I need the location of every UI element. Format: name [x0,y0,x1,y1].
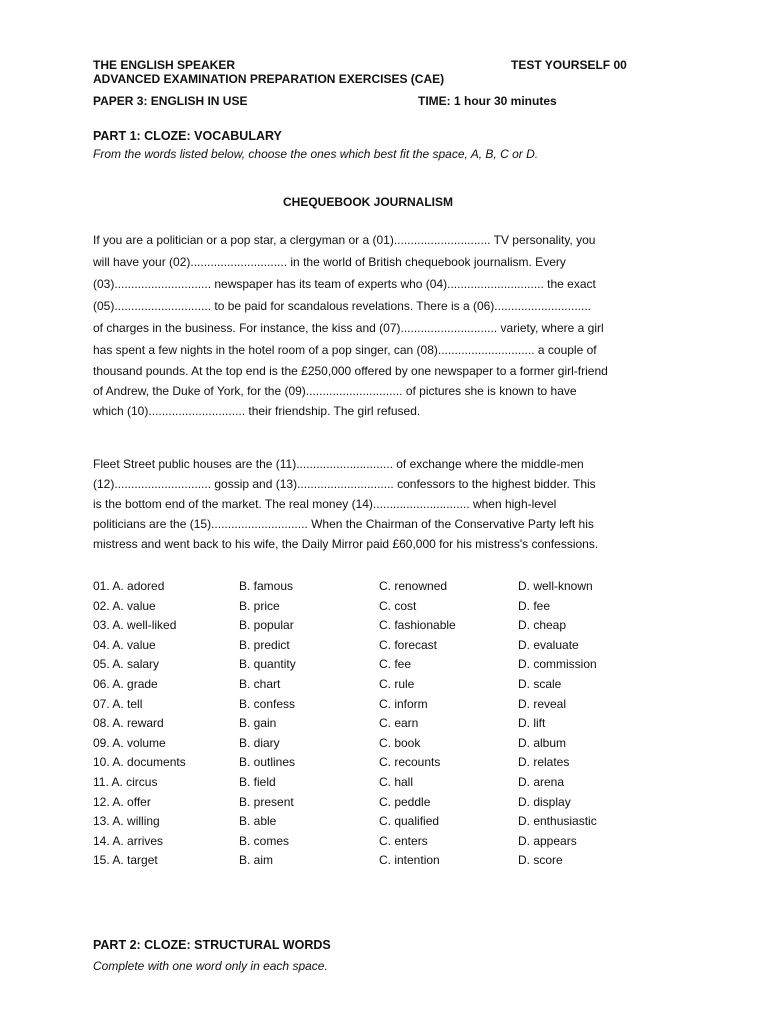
option-row [93,616,673,636]
option-c: C. recounts [379,755,441,770]
passage-line: of charges in the business. For instance, the kiss and (07)............................. variety, where a girl [93,321,604,335]
option-a: 01. A. adored [93,579,165,593]
option-d: D. appears [518,833,577,848]
test-label: TEST YOURSELF 00 [511,58,627,72]
part1-instruction: From the words listed below, choose the ones which best fit the space, A, B, C or D. [93,147,539,161]
option-a: 13. A. willing [93,814,160,829]
option-a: 12. A. offer [93,794,151,809]
option-c: C. earn [379,716,419,731]
passage-title: CHEQUEBOOK JOURNALISM [283,195,454,209]
option-b: B. confess [239,696,296,711]
option-a: 08. A. reward [93,716,164,731]
option-a: 11. A. circus [93,774,158,789]
option-b: B. gain [239,716,277,731]
option-c: C. fee [379,657,412,672]
option-row [93,851,673,871]
passage-line: (03)............................. newspaper has its team of experts who (04)............................. the exact [93,277,596,291]
option-c: C. inform [379,696,428,711]
option-row [93,597,673,617]
option-c: C. book [379,735,421,750]
passage-line: (12)............................. gossip and (13)............................. confessors to the highest bidder. This [93,477,596,491]
answer-options [93,577,673,871]
time-label: TIME: 1 hour 30 minutes [418,94,557,108]
option-d: D. fee [518,598,551,613]
option-b: B. outlines [239,755,296,770]
option-row [93,675,673,695]
option-b: B. famous [239,579,294,593]
option-a: 04. A. value [93,637,156,652]
option-d: D. display [518,794,571,809]
option-row [93,655,673,675]
option-d: D. album [518,735,567,750]
option-c: C. forecast [379,637,438,652]
option-a: 05. A. salary [93,657,160,672]
option-d: D. arena [518,774,565,789]
option-d: D. well-known [518,579,593,593]
passage-line: which (10)............................. their friendship. The girl refused. [93,404,421,418]
passage-line: is the bottom end of the market. The real money (14)............................. when high-level [93,497,557,511]
option-b: B. chart [239,676,281,691]
passage-line: mistress and went back to his wife, the Daily Mirror paid £60,000 for his mistress's confessions. [93,537,599,551]
option-b: B. present [239,794,294,809]
paper-label: PAPER 3: ENGLISH IN USE [93,94,248,108]
option-d: D. lift [518,716,546,731]
option-c: C. qualified [379,814,440,829]
option-a: 10. A. documents [93,755,186,770]
option-row [93,773,673,793]
publisher-title: THE ENGLISH SPEAKER [93,58,236,72]
option-d: D. relates [518,755,570,770]
passage-line: of Andrew, the Duke of York, for the (09)............................. of pictures she is known to have [93,384,577,398]
option-a: 06. A. grade [93,676,158,691]
option-d: D. enthusiastic [518,814,597,829]
option-b: B. comes [239,833,290,848]
option-c: C. renowned [379,579,448,593]
passage-line: If you are a politician or a pop star, a clergyman or a (01)............................. TV personality, you [93,233,596,247]
option-d: D. reveal [518,696,567,711]
option-c: C. peddle [379,794,431,809]
option-c: C. cost [379,598,417,613]
option-c: C. enters [379,833,428,848]
option-row [93,636,673,656]
option-c: C. rule [379,676,415,691]
option-row [93,793,673,813]
option-b: B. diary [239,735,280,750]
option-row [93,695,673,715]
passage-line: (05)............................. to be paid for scandalous revelations. There is a (06)............................. [93,299,591,313]
option-a: 02. A. value [93,598,156,613]
option-d: D. cheap [518,618,567,633]
option-d: D. evaluate [518,637,579,652]
option-b: B. predict [239,637,290,652]
passage-paragraph-2 [93,454,653,554]
option-b: B. quantity [239,657,296,672]
part2-title: PART 2: CLOZE: STRUCTURAL WORDS [93,938,331,952]
option-row [93,734,673,754]
passage-line: politicians are the (15)............................. When the Chairman of the Conservative Party left his [93,517,594,531]
passage-line: will have your (02)............................. in the world of British chequebook journalism. Every [93,255,566,269]
option-b: B. price [239,598,280,613]
option-row [93,714,673,734]
part2-instruction: Complete with one word only in each space. [93,959,328,973]
option-row [93,577,673,597]
option-row [93,832,673,852]
passage-line: thousand pounds. At the top end is the £250,000 offered by one newspaper to a former girl-friend [93,364,608,378]
option-a: 09. A. volume [93,735,166,750]
option-c: C. hall [379,774,414,789]
part1-title: PART 1: CLOZE: VOCABULARY [93,129,282,143]
option-a: 07. A. tell [93,696,143,711]
passage-line: Fleet Street public houses are the (11)............................. of exchange where the middle-men [93,457,584,471]
option-a: 14. A. arrives [93,833,164,848]
option-a: 03. A. well-liked [93,618,177,633]
option-c: C. intention [379,853,440,868]
option-row [93,753,673,773]
option-c: C. fashionable [379,618,456,633]
option-a: 15. A. target [93,853,158,868]
option-b: B. aim [239,853,274,868]
option-d: D. scale [518,676,562,691]
exam-subtitle: ADVANCED EXAMINATION PREPARATION EXERCISES (CAE) [93,72,445,86]
option-d: D. score [518,853,563,868]
option-b: B. able [239,814,277,829]
option-d: D. commission [518,657,597,672]
option-row [93,812,673,832]
passage-paragraph-1 [93,229,653,421]
passage-line: has spent a few nights in the hotel room of a pop singer, can (08)............................. a couple of [93,343,597,357]
option-b: B. popular [239,618,294,633]
option-b: B. field [239,774,276,789]
